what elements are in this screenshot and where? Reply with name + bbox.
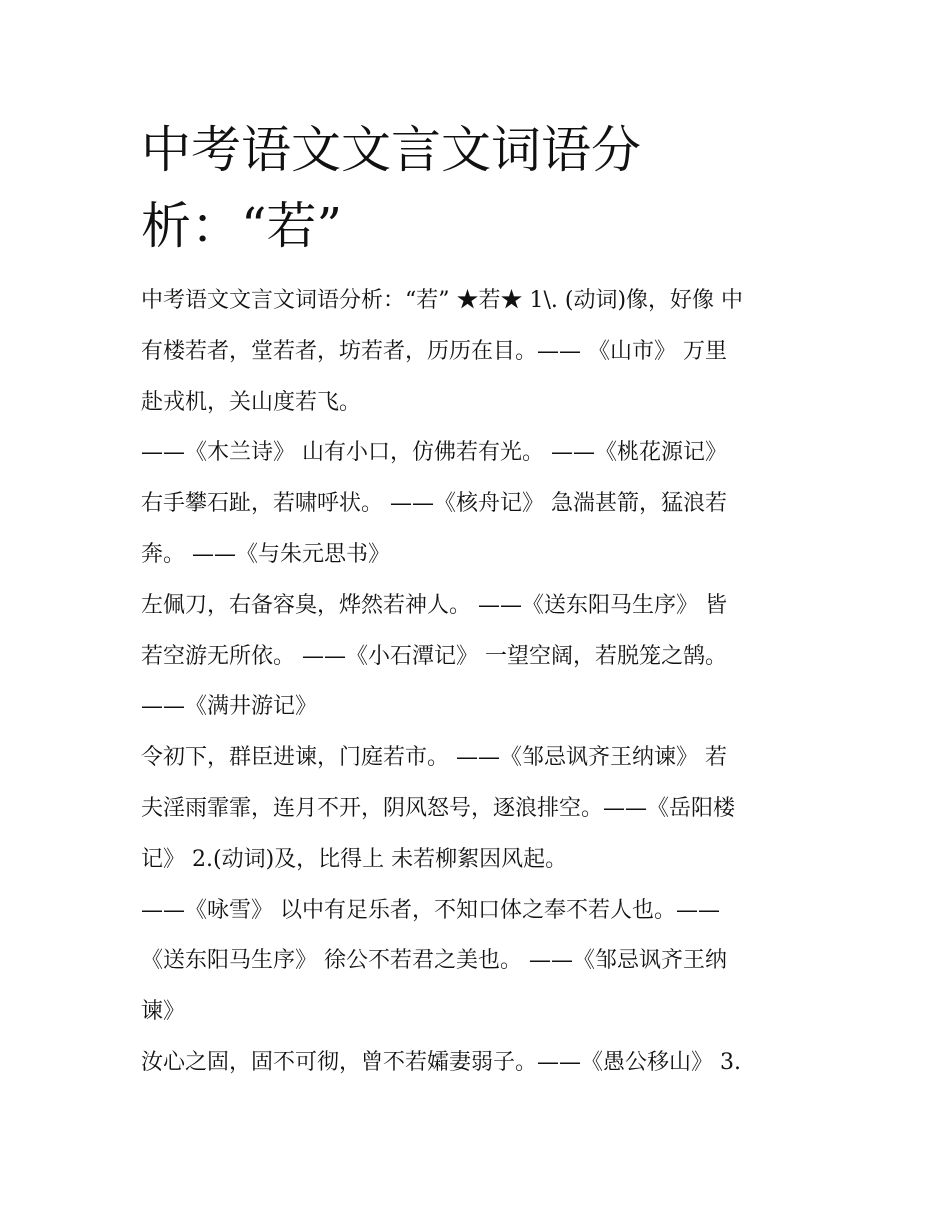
- document-title: [141, 112, 701, 264]
- body-line: ——《满井游记》: [141, 694, 318, 720]
- body-line: 汝心之固，固不可彻，曾不若孀妻弱子。——《愚公移山》 3.: [141, 1049, 741, 1075]
- body-line: 有楼若者，堂若者，坊若者，历历在目。—— 《山市》 万里: [141, 338, 727, 364]
- body-line: ——《木兰诗》 山有小口，仿佛若有光。 ——《桃花源记》: [141, 440, 727, 466]
- body-line: 右手攀石趾，若啸呼状。 ——《核舟记》 急湍甚箭，猛浪若: [141, 491, 727, 517]
- body-line: ——《咏雪》 以中有足乐者，不知口体之奉不若人也。——: [141, 897, 720, 923]
- title-line-2: 析：“若”: [141, 197, 343, 255]
- body-line: 令初下，群臣进谏，门庭若市。 ——《邹忌讽齐王纳谏》 若: [141, 745, 727, 771]
- body-line: 赴戎机，关山度若飞。: [141, 389, 362, 415]
- body-line: 若空游无所依。 ——《小石潭记》 一望空阔，若脱笼之鹄。: [141, 643, 727, 669]
- body-line: 谏》: [141, 999, 186, 1025]
- body-line: 中考语文文言文词语分析：“若” ★若★ 1\. (动词)像，好像 中: [141, 288, 744, 313]
- body-line: 奔。 ——《与朱元思书》: [141, 541, 390, 567]
- body-line: 夫淫雨霏霏，连月不开，阴风怒号，逐浪排空。——《岳阳楼: [141, 795, 736, 821]
- title-line-1: 中考语文文言文词语分: [141, 121, 641, 179]
- document-body: [141, 276, 821, 1089]
- body-line: 《送东阳马生序》 徐公不若君之美也。 ——《邹忌讽齐王纳: [141, 948, 727, 974]
- body-line: 记》 2.(动词)及，比得上 未若柳絮因风起。: [141, 846, 568, 872]
- body-line: 左佩刀，右备容臭，烨然若神人。 ——《送东阳马生序》 皆: [141, 592, 727, 618]
